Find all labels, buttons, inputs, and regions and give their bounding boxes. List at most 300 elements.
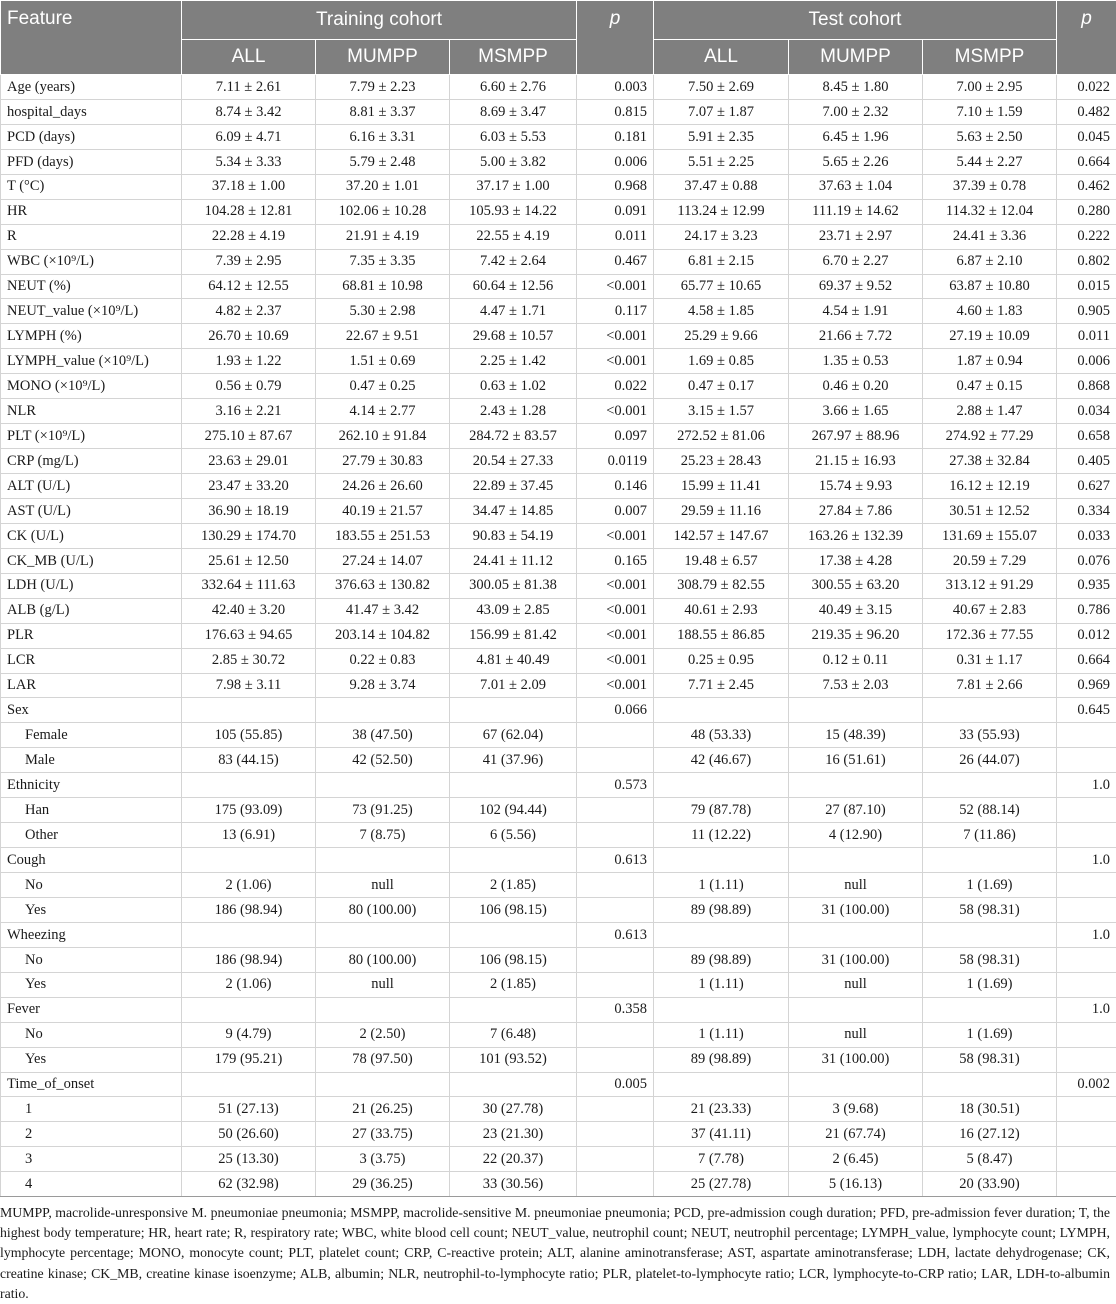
cell-training-mumpp: 6.16 ± 3.31 [316, 124, 450, 149]
table-row [1, 922, 1116, 947]
cell-training-p: 0.815 [577, 99, 654, 124]
cell-test-mumpp: 8.45 ± 1.80 [789, 75, 923, 100]
cell-training-msmpp: 2 (1.85) [450, 873, 577, 898]
header-training-cohort: Training cohort [182, 1, 577, 40]
cell-test-p: 0.802 [1057, 249, 1116, 274]
cell-training-msmpp: 67 (62.04) [450, 723, 577, 748]
cell-test-mumpp: 21.15 ± 16.93 [789, 449, 923, 474]
cell-training-msmpp: 156.99 ± 81.42 [450, 623, 577, 648]
cell-test-all: 6.81 ± 2.15 [654, 249, 789, 274]
cell-training-mumpp: 8.81 ± 3.37 [316, 99, 450, 124]
row-label: R [1, 224, 182, 249]
table-row [1, 1122, 1116, 1147]
header-training-mumpp: MUMPP [316, 40, 450, 75]
cell-training-msmpp: 22.89 ± 37.45 [450, 474, 577, 499]
row-label: CRP (mg/L) [1, 449, 182, 474]
cell-test-msmpp: 1 (1.69) [923, 1022, 1057, 1047]
cell-training-p: <0.001 [577, 573, 654, 598]
cell-training-all: 186 (98.94) [182, 947, 316, 972]
cell-training-mumpp: 102.06 ± 10.28 [316, 199, 450, 224]
cell-test-mumpp: 0.46 ± 0.20 [789, 374, 923, 399]
cell-test-p: 0.627 [1057, 474, 1116, 499]
cell-training-msmpp: 43.09 ± 2.85 [450, 598, 577, 623]
cell-training-msmpp: 101 (93.52) [450, 1047, 577, 1072]
row-label: Ethnicity [1, 773, 182, 798]
cell-training-mumpp: 29 (36.25) [316, 1172, 450, 1197]
cell-training-mumpp: 42 (52.50) [316, 748, 450, 773]
cell-training-msmpp: 29.68 ± 10.57 [450, 324, 577, 349]
cell-training-msmpp [450, 773, 577, 798]
table-row [1, 823, 1116, 848]
cell-test-p: 1.0 [1057, 848, 1116, 873]
table-body [1, 75, 1116, 1197]
cell-training-mumpp: 80 (100.00) [316, 947, 450, 972]
cell-training-msmpp: 7.42 ± 2.64 [450, 249, 577, 274]
cell-test-all: 48 (53.33) [654, 723, 789, 748]
cell-training-all: 186 (98.94) [182, 897, 316, 922]
cell-test-p: 0.334 [1057, 498, 1116, 523]
row-label: Yes [1, 897, 182, 922]
cell-test-p: 0.045 [1057, 124, 1116, 149]
cell-training-msmpp: 23 (21.30) [450, 1122, 577, 1147]
cell-training-mumpp: 0.47 ± 0.25 [316, 374, 450, 399]
cell-test-p: 0.786 [1057, 598, 1116, 623]
cell-test-all: 15.99 ± 11.41 [654, 474, 789, 499]
row-label: LDH (U/L) [1, 573, 182, 598]
cell-training-p: 0.097 [577, 424, 654, 449]
cell-training-mumpp: 3 (3.75) [316, 1147, 450, 1172]
cell-test-msmpp: 1.87 ± 0.94 [923, 349, 1057, 374]
cell-test-mumpp: 69.37 ± 9.52 [789, 274, 923, 299]
cell-training-all [182, 922, 316, 947]
cell-test-mumpp: 21.66 ± 7.72 [789, 324, 923, 349]
row-label: Age (years) [1, 75, 182, 100]
row-label: Wheezing [1, 922, 182, 947]
cell-test-p [1057, 873, 1116, 898]
cell-training-all: 105 (55.85) [182, 723, 316, 748]
cell-test-msmpp [923, 848, 1057, 873]
row-label: hospital_days [1, 99, 182, 124]
cell-test-msmpp: 7.81 ± 2.66 [923, 673, 1057, 698]
cell-test-p: 0.012 [1057, 623, 1116, 648]
cell-training-mumpp: 376.63 ± 130.82 [316, 573, 450, 598]
cell-test-p [1057, 798, 1116, 823]
cell-training-p [577, 1097, 654, 1122]
row-label: 3 [1, 1147, 182, 1172]
table-row [1, 149, 1116, 174]
cell-training-mumpp: 24.26 ± 26.60 [316, 474, 450, 499]
cell-test-all: 142.57 ± 147.67 [654, 523, 789, 548]
cell-test-mumpp: 0.12 ± 0.11 [789, 648, 923, 673]
cell-test-p [1057, 1147, 1116, 1172]
cell-test-p [1057, 1022, 1116, 1047]
cell-test-all: 5.51 ± 2.25 [654, 149, 789, 174]
header-training-msmpp: MSMPP [450, 40, 577, 75]
table-row [1, 748, 1116, 773]
cell-test-mumpp: 27.84 ± 7.86 [789, 498, 923, 523]
cell-training-all: 50 (26.60) [182, 1122, 316, 1147]
cell-test-msmpp: 40.67 ± 2.83 [923, 598, 1057, 623]
table-row [1, 848, 1116, 873]
cell-test-all: 1.69 ± 0.85 [654, 349, 789, 374]
cell-test-all: 42 (46.67) [654, 748, 789, 773]
cell-training-msmpp: 2 (1.85) [450, 972, 577, 997]
cell-training-all: 7.39 ± 2.95 [182, 249, 316, 274]
cell-training-p: 0.006 [577, 149, 654, 174]
cell-test-mumpp [789, 773, 923, 798]
cell-training-all: 6.09 ± 4.71 [182, 124, 316, 149]
row-label: NLR [1, 399, 182, 424]
row-label: No [1, 947, 182, 972]
cell-test-msmpp: 20.59 ± 7.29 [923, 548, 1057, 573]
cell-test-mumpp: 15.74 ± 9.93 [789, 474, 923, 499]
cell-test-msmpp [923, 698, 1057, 723]
cell-training-mumpp: 183.55 ± 251.53 [316, 523, 450, 548]
row-label: Cough [1, 848, 182, 873]
cell-training-mumpp: 21 (26.25) [316, 1097, 450, 1122]
cell-training-msmpp: 20.54 ± 27.33 [450, 449, 577, 474]
cell-test-msmpp: 52 (88.14) [923, 798, 1057, 823]
cell-training-all: 51 (27.13) [182, 1097, 316, 1122]
cell-training-msmpp: 33 (30.56) [450, 1172, 577, 1197]
cell-test-msmpp: 7 (11.86) [923, 823, 1057, 848]
table-row [1, 1172, 1116, 1197]
cell-test-mumpp [789, 997, 923, 1022]
cell-test-msmpp: 30.51 ± 12.52 [923, 498, 1057, 523]
cell-training-msmpp: 60.64 ± 12.56 [450, 274, 577, 299]
cell-test-msmpp: 4.60 ± 1.83 [923, 299, 1057, 324]
row-label: NEUT (%) [1, 274, 182, 299]
cell-test-p: 0.015 [1057, 274, 1116, 299]
cell-test-mumpp: 3 (9.68) [789, 1097, 923, 1122]
cell-test-msmpp: 58 (98.31) [923, 897, 1057, 922]
cell-test-msmpp: 7.00 ± 2.95 [923, 75, 1057, 100]
table-row [1, 498, 1116, 523]
row-label: 2 [1, 1122, 182, 1147]
cell-training-msmpp: 6 (5.56) [450, 823, 577, 848]
cell-test-all [654, 698, 789, 723]
cell-test-msmpp: 58 (98.31) [923, 947, 1057, 972]
cell-training-all: 275.10 ± 87.67 [182, 424, 316, 449]
table-row [1, 798, 1116, 823]
cell-test-msmpp: 114.32 ± 12.04 [923, 199, 1057, 224]
cell-test-p [1057, 897, 1116, 922]
cell-training-all: 23.63 ± 29.01 [182, 449, 316, 474]
row-label: Time_of_onset [1, 1072, 182, 1097]
cell-test-mumpp: 15 (48.39) [789, 723, 923, 748]
cell-test-all: 308.79 ± 82.55 [654, 573, 789, 598]
cell-training-all [182, 698, 316, 723]
table-row [1, 972, 1116, 997]
cell-training-p: 0.007 [577, 498, 654, 523]
cell-training-msmpp: 102 (94.44) [450, 798, 577, 823]
row-label: CK_MB (U/L) [1, 548, 182, 573]
cell-test-p: 0.658 [1057, 424, 1116, 449]
cell-training-mumpp: 262.10 ± 91.84 [316, 424, 450, 449]
cell-test-all: 21 (23.33) [654, 1097, 789, 1122]
row-label: Fever [1, 997, 182, 1022]
cell-test-mumpp: 40.49 ± 3.15 [789, 598, 923, 623]
cell-test-mumpp: 31 (100.00) [789, 947, 923, 972]
cell-test-msmpp [923, 997, 1057, 1022]
cell-training-msmpp: 4.81 ± 40.49 [450, 648, 577, 673]
cell-test-mumpp [789, 922, 923, 947]
cell-training-mumpp: 78 (97.50) [316, 1047, 450, 1072]
cell-test-all: 89 (98.89) [654, 897, 789, 922]
cell-training-msmpp [450, 698, 577, 723]
cell-test-mumpp: 7.00 ± 2.32 [789, 99, 923, 124]
cell-training-mumpp [316, 698, 450, 723]
row-label: NEUT_value (×10⁹/L) [1, 299, 182, 324]
table-row [1, 324, 1116, 349]
cell-training-mumpp: 7 (8.75) [316, 823, 450, 848]
cell-training-msmpp: 7 (6.48) [450, 1022, 577, 1047]
cell-test-mumpp: 1.35 ± 0.53 [789, 349, 923, 374]
cell-test-msmpp: 33 (55.93) [923, 723, 1057, 748]
cell-training-all: 332.64 ± 111.63 [182, 573, 316, 598]
cell-training-p [577, 1122, 654, 1147]
cell-test-p: 0.033 [1057, 523, 1116, 548]
cell-training-mumpp [316, 1072, 450, 1097]
cell-training-msmpp: 41 (37.96) [450, 748, 577, 773]
row-label: ALT (U/L) [1, 474, 182, 499]
cell-training-p: 0.005 [577, 1072, 654, 1097]
cell-training-all: 2.85 ± 30.72 [182, 648, 316, 673]
cell-training-all: 13 (6.91) [182, 823, 316, 848]
row-label: ALB (g/L) [1, 598, 182, 623]
cell-training-all: 104.28 ± 12.81 [182, 199, 316, 224]
row-label: AST (U/L) [1, 498, 182, 523]
cell-training-msmpp: 6.03 ± 5.53 [450, 124, 577, 149]
cell-test-msmpp: 20 (33.90) [923, 1172, 1057, 1197]
cell-training-all: 0.56 ± 0.79 [182, 374, 316, 399]
cell-test-msmpp: 172.36 ± 77.55 [923, 623, 1057, 648]
cell-test-msmpp: 6.87 ± 2.10 [923, 249, 1057, 274]
cell-training-p: <0.001 [577, 623, 654, 648]
cell-test-p [1057, 1047, 1116, 1072]
cell-test-mumpp: 6.70 ± 2.27 [789, 249, 923, 274]
cell-test-p: 0.034 [1057, 399, 1116, 424]
cell-training-msmpp [450, 1072, 577, 1097]
cell-test-mumpp [789, 848, 923, 873]
cell-training-msmpp: 106 (98.15) [450, 897, 577, 922]
header-test-cohort: Test cohort [654, 1, 1057, 40]
cell-test-p: 0.076 [1057, 548, 1116, 573]
cell-test-msmpp: 63.87 ± 10.80 [923, 274, 1057, 299]
cell-test-mumpp: 37.63 ± 1.04 [789, 174, 923, 199]
row-label: Han [1, 798, 182, 823]
cell-training-all [182, 997, 316, 1022]
cell-training-mumpp: null [316, 972, 450, 997]
cell-training-all: 5.34 ± 3.33 [182, 149, 316, 174]
cell-training-mumpp: 27.79 ± 30.83 [316, 449, 450, 474]
cell-training-mumpp: 7.35 ± 3.35 [316, 249, 450, 274]
cell-test-all: 7.07 ± 1.87 [654, 99, 789, 124]
row-label: Sex [1, 698, 182, 723]
cell-training-msmpp: 8.69 ± 3.47 [450, 99, 577, 124]
cell-test-mumpp: 219.35 ± 96.20 [789, 623, 923, 648]
cell-training-msmpp: 300.05 ± 81.38 [450, 573, 577, 598]
cell-training-msmpp: 2.43 ± 1.28 [450, 399, 577, 424]
cell-test-all: 5.91 ± 2.35 [654, 124, 789, 149]
cell-test-all [654, 922, 789, 947]
cell-training-all: 179 (95.21) [182, 1047, 316, 1072]
cell-test-p [1057, 972, 1116, 997]
cell-test-all: 25.29 ± 9.66 [654, 324, 789, 349]
cell-training-all: 83 (44.15) [182, 748, 316, 773]
cell-test-all [654, 997, 789, 1022]
cell-test-p: 0.022 [1057, 75, 1116, 100]
cell-test-p: 0.664 [1057, 648, 1116, 673]
cell-test-p: 0.006 [1057, 349, 1116, 374]
cell-test-all: 89 (98.89) [654, 1047, 789, 1072]
cell-training-p [577, 1172, 654, 1197]
cell-test-mumpp: 17.38 ± 4.28 [789, 548, 923, 573]
cell-training-all: 8.74 ± 3.42 [182, 99, 316, 124]
cell-test-mumpp: 300.55 ± 63.20 [789, 573, 923, 598]
cell-training-all: 26.70 ± 10.69 [182, 324, 316, 349]
table-row [1, 75, 1116, 100]
cell-training-mumpp: 0.22 ± 0.83 [316, 648, 450, 673]
cell-training-mumpp: 40.19 ± 21.57 [316, 498, 450, 523]
cell-test-msmpp: 37.39 ± 0.78 [923, 174, 1057, 199]
cell-training-mumpp: 5.79 ± 2.48 [316, 149, 450, 174]
table-row [1, 623, 1116, 648]
cell-test-all: 65.77 ± 10.65 [654, 274, 789, 299]
cell-test-p [1057, 1172, 1116, 1197]
cell-test-mumpp: null [789, 972, 923, 997]
table-row [1, 723, 1116, 748]
cell-test-mumpp: 21 (67.74) [789, 1122, 923, 1147]
cell-training-msmpp: 37.17 ± 1.00 [450, 174, 577, 199]
cell-test-all: 19.48 ± 6.57 [654, 548, 789, 573]
cell-training-mumpp: null [316, 873, 450, 898]
cell-test-mumpp: null [789, 873, 923, 898]
cell-training-p: <0.001 [577, 274, 654, 299]
cell-training-all: 2 (1.06) [182, 972, 316, 997]
cell-training-mumpp: 9.28 ± 3.74 [316, 673, 450, 698]
cell-test-p [1057, 1122, 1116, 1147]
cell-training-mumpp [316, 773, 450, 798]
row-label: LYMPH (%) [1, 324, 182, 349]
cell-test-msmpp: 5 (8.47) [923, 1147, 1057, 1172]
cell-training-p: 0.066 [577, 698, 654, 723]
cell-training-all: 22.28 ± 4.19 [182, 224, 316, 249]
table-row [1, 199, 1116, 224]
table-row [1, 274, 1116, 299]
cell-test-p: 0.222 [1057, 224, 1116, 249]
cell-test-msmpp: 16.12 ± 12.19 [923, 474, 1057, 499]
cell-training-p: 0.613 [577, 848, 654, 873]
cell-training-msmpp: 105.93 ± 14.22 [450, 199, 577, 224]
row-label: Yes [1, 1047, 182, 1072]
row-label: Other [1, 823, 182, 848]
cell-test-p: 1.0 [1057, 997, 1116, 1022]
table-row [1, 997, 1116, 1022]
cell-training-p: <0.001 [577, 324, 654, 349]
cell-training-p: <0.001 [577, 598, 654, 623]
table-row [1, 474, 1116, 499]
cell-training-msmpp: 24.41 ± 11.12 [450, 548, 577, 573]
cell-training-all [182, 1072, 316, 1097]
header-test-all: ALL [654, 40, 789, 75]
cell-training-msmpp [450, 997, 577, 1022]
cell-training-msmpp: 106 (98.15) [450, 947, 577, 972]
row-label: Male [1, 748, 182, 773]
cell-test-mumpp: 5 (16.13) [789, 1172, 923, 1197]
cell-test-msmpp: 27.38 ± 32.84 [923, 449, 1057, 474]
row-label: 1 [1, 1097, 182, 1122]
cell-training-mumpp: 203.14 ± 104.82 [316, 623, 450, 648]
cell-test-mumpp [789, 698, 923, 723]
cell-test-msmpp [923, 1072, 1057, 1097]
cell-training-msmpp: 22 (20.37) [450, 1147, 577, 1172]
cell-training-p: 0.117 [577, 299, 654, 324]
table-row [1, 374, 1116, 399]
table-row [1, 673, 1116, 698]
cell-training-all: 36.90 ± 18.19 [182, 498, 316, 523]
cell-test-p [1057, 748, 1116, 773]
cell-test-all: 4.58 ± 1.85 [654, 299, 789, 324]
cell-training-all: 25 (13.30) [182, 1147, 316, 1172]
cell-test-p: 0.664 [1057, 149, 1116, 174]
cell-test-msmpp: 2.88 ± 1.47 [923, 399, 1057, 424]
cell-training-p: 0.968 [577, 174, 654, 199]
cell-test-msmpp: 274.92 ± 77.29 [923, 424, 1057, 449]
cell-test-p: 0.935 [1057, 573, 1116, 598]
cell-training-mumpp [316, 922, 450, 947]
cell-test-mumpp: 111.19 ± 14.62 [789, 199, 923, 224]
cell-test-msmpp: 5.44 ± 2.27 [923, 149, 1057, 174]
cell-training-mumpp: 38 (47.50) [316, 723, 450, 748]
cell-test-p: 0.868 [1057, 374, 1116, 399]
cell-test-mumpp: 163.26 ± 132.39 [789, 523, 923, 548]
cell-test-mumpp: 16 (51.61) [789, 748, 923, 773]
table-footnote: MUMPP, macrolide-unresponsive M. pneumoniae pneumonia; MSMPP, macrolide-sensitive M. pneumoniae pneumonia; PCD, pre-admission cough duration; PFD, pre-admission fever duration; T, the highest body temperature; HR, heart rate; R, respiratory rate; WBC, white blood cell count; NEUT_value, neutrophil count; NEUT, neutrophil percentage; LYMPH_value, lymphocyte count; LYMPH, lymphocyte percentage; MONO, monocyte count; PLT, platelet count; CRP, C-reactive protein; ALT, alanine aminotransferase; AST, aspartate aminotransferase; LDH, lactate dehydrogenase; CK, creatine kinase; CK_MB, creatine kinase isoenzyme; ALB, albumin; NLR, neutrophil-to-lymphocyte ratio; PLR, platelet-to-lymphocyte ratio; LCR, lymphocyte-to-CRP ratio; LAR, LDH-to-albumin ratio. [0, 1205, 1110, 1301]
cell-training-all [182, 773, 316, 798]
cell-test-mumpp: 7.53 ± 2.03 [789, 673, 923, 698]
table-header [1, 1, 1116, 75]
cell-training-mumpp [316, 997, 450, 1022]
cell-test-p: 0.482 [1057, 99, 1116, 124]
cell-training-all: 7.98 ± 3.11 [182, 673, 316, 698]
cell-test-p [1057, 723, 1116, 748]
table-row [1, 1047, 1116, 1072]
cell-training-msmpp [450, 848, 577, 873]
cell-test-msmpp [923, 922, 1057, 947]
row-label: Female [1, 723, 182, 748]
cell-training-msmpp: 6.60 ± 2.76 [450, 75, 577, 100]
cell-test-all: 1 (1.11) [654, 972, 789, 997]
cell-test-mumpp: 267.97 ± 88.96 [789, 424, 923, 449]
cell-training-mumpp: 68.81 ± 10.98 [316, 274, 450, 299]
cell-test-all [654, 1072, 789, 1097]
cell-test-all: 79 (87.78) [654, 798, 789, 823]
cell-test-msmpp: 16 (27.12) [923, 1122, 1057, 1147]
row-label: WBC (×10⁹/L) [1, 249, 182, 274]
cell-training-p: <0.001 [577, 349, 654, 374]
cell-test-p: 0.002 [1057, 1072, 1116, 1097]
cell-training-all: 4.82 ± 2.37 [182, 299, 316, 324]
cell-training-msmpp: 2.25 ± 1.42 [450, 349, 577, 374]
table-row [1, 573, 1116, 598]
cell-test-msmpp: 1 (1.69) [923, 972, 1057, 997]
cell-training-p: <0.001 [577, 673, 654, 698]
row-label: LYMPH_value (×10⁹/L) [1, 349, 182, 374]
cell-training-msmpp [450, 922, 577, 947]
table-row [1, 399, 1116, 424]
cell-training-all: 7.11 ± 2.61 [182, 75, 316, 100]
